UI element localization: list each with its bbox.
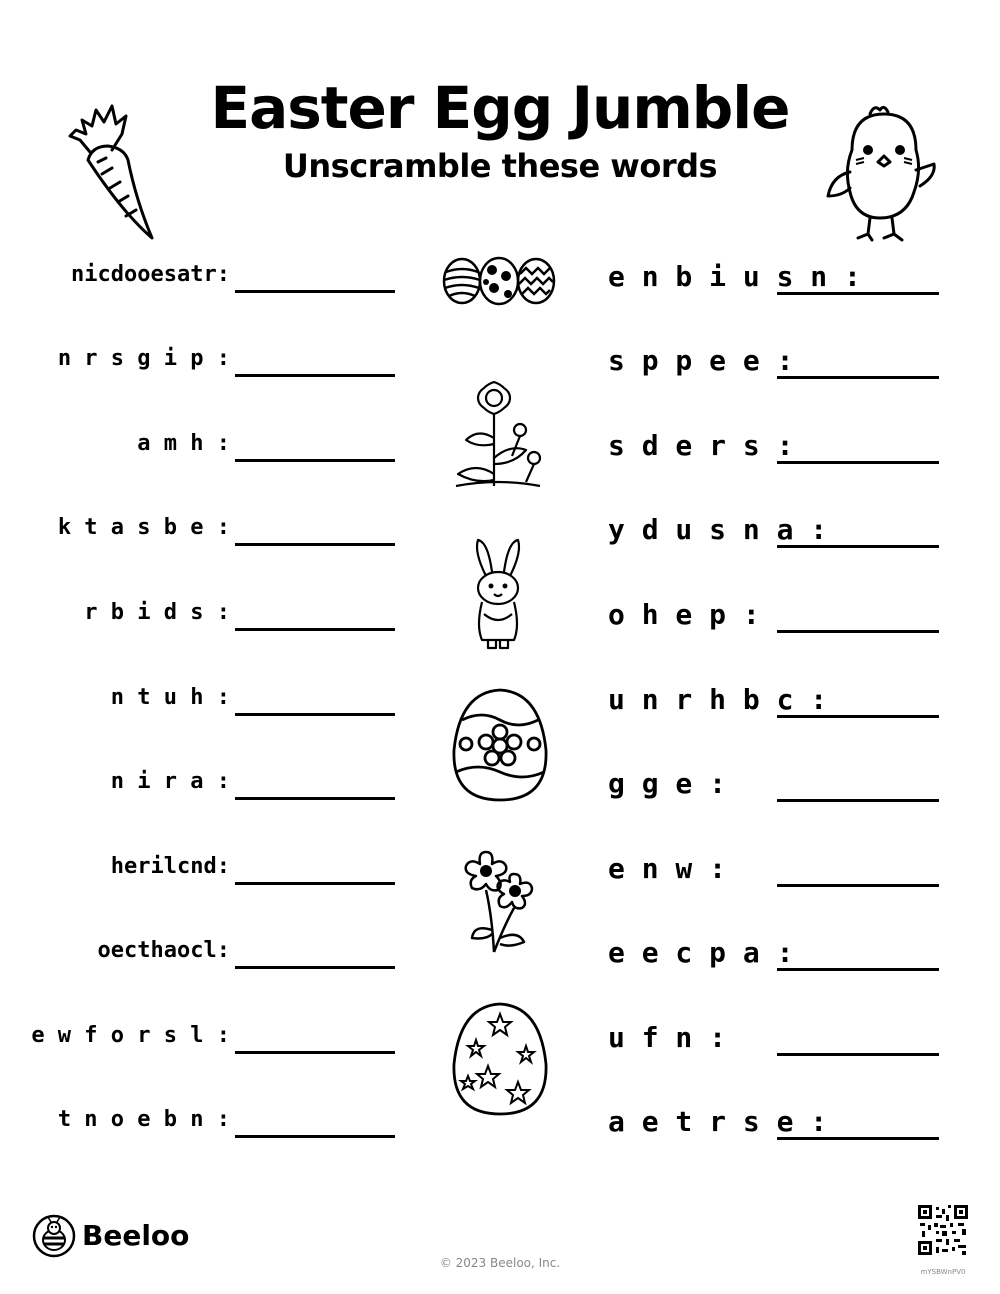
- word-row-right-8: [600, 849, 945, 889]
- scrambled-word: e e c p a :: [608, 936, 794, 969]
- answer-line[interactable]: [235, 628, 395, 631]
- word-row-right-5: [600, 595, 945, 635]
- answer-line[interactable]: [235, 1051, 395, 1054]
- flowers-icon: [452, 846, 540, 958]
- scrambled-word: y d u s n a :: [608, 513, 828, 546]
- word-row-left-10: [31, 1016, 400, 1056]
- word-row-right-11: [600, 1102, 945, 1142]
- bee-logo-icon: [32, 1214, 76, 1258]
- word-row-right-10: [600, 1018, 945, 1058]
- word-row-left-2: [40, 339, 400, 379]
- answer-line[interactable]: [235, 713, 395, 716]
- carrot-icon: [62, 100, 162, 245]
- word-row-left-9: [40, 931, 400, 971]
- word-row-left-4: [40, 508, 400, 548]
- scrambled-word: o h e p :: [608, 598, 760, 631]
- word-row-right-4: [600, 510, 945, 550]
- word-row-left-7: [40, 762, 400, 802]
- word-row-right-6: [600, 680, 945, 720]
- three-eggs-icon: [440, 254, 558, 306]
- scrambled-word: nicdooesatr:: [71, 262, 230, 287]
- flower-egg-icon: [448, 686, 552, 804]
- answer-line[interactable]: [777, 461, 939, 464]
- scrambled-word: k t a s b e :: [57, 515, 230, 540]
- qr-code-icon: [918, 1205, 968, 1255]
- scrambled-word: oecthaocl:: [97, 938, 230, 963]
- answer-line[interactable]: [777, 1053, 939, 1056]
- scrambled-word: n r s g i p :: [57, 346, 230, 371]
- scrambled-word: g g e :: [608, 767, 727, 800]
- answer-line[interactable]: [235, 374, 395, 377]
- scrambled-word: a e t r s e :: [608, 1105, 828, 1138]
- answer-line[interactable]: [777, 292, 939, 295]
- scrambled-word: e w f o r s l :: [31, 1023, 230, 1048]
- copyright-text: © 2023 Beeloo, Inc.: [439, 1256, 561, 1270]
- answer-line[interactable]: [235, 543, 395, 546]
- bunny-icon: [466, 536, 530, 650]
- answer-line[interactable]: [777, 545, 939, 548]
- answer-line[interactable]: [777, 630, 939, 633]
- star-egg-icon: [448, 1000, 552, 1118]
- word-row-left-11: [40, 1100, 400, 1140]
- word-row-right-3: [600, 426, 945, 466]
- scrambled-word: t n o e b n :: [57, 1107, 230, 1132]
- answer-line[interactable]: [777, 376, 939, 379]
- word-row-right-9: [600, 933, 945, 973]
- word-row-right-7: [600, 764, 945, 804]
- brand-name: Beeloo: [82, 1219, 190, 1252]
- word-row-left-5: [40, 593, 400, 633]
- page-title: Easter Egg Jumble: [210, 74, 790, 142]
- answer-line[interactable]: [235, 290, 395, 293]
- answer-line[interactable]: [777, 884, 939, 887]
- scrambled-word: e n w :: [608, 852, 727, 885]
- chick-icon: [822, 100, 942, 245]
- scrambled-word: u n r h b c :: [608, 683, 828, 716]
- scrambled-word: u f n :: [608, 1021, 727, 1054]
- word-row-right-1: [600, 257, 945, 297]
- answer-line[interactable]: [235, 797, 395, 800]
- scrambled-word: s p p e e :: [608, 344, 794, 377]
- answer-line[interactable]: [235, 1135, 395, 1138]
- answer-line[interactable]: [777, 1137, 939, 1140]
- scrambled-word: herilcnd:: [110, 854, 230, 879]
- scrambled-word: a m h :: [137, 431, 230, 456]
- word-row-left-1: [40, 255, 400, 295]
- answer-line[interactable]: [777, 715, 939, 718]
- answer-line[interactable]: [235, 966, 395, 969]
- scrambled-word: n t u h :: [110, 685, 230, 710]
- sunflower-icon: [448, 378, 548, 492]
- word-row-left-3: [40, 424, 400, 464]
- word-row-left-6: [40, 678, 400, 718]
- scrambled-word: e n b i u s n :: [608, 260, 861, 293]
- word-row-right-2: [600, 341, 945, 381]
- scrambled-word: r b i d s :: [84, 600, 230, 625]
- scrambled-word: n i r a :: [110, 769, 230, 794]
- answer-line[interactable]: [777, 968, 939, 971]
- answer-line[interactable]: [777, 799, 939, 802]
- answer-line[interactable]: [235, 882, 395, 885]
- scrambled-word: s d e r s :: [608, 429, 794, 462]
- page-subtitle: Unscramble these words: [282, 147, 718, 185]
- answer-line[interactable]: [235, 459, 395, 462]
- word-row-left-8: [40, 847, 400, 887]
- qr-code-label: mYSBWnPV0: [920, 1268, 966, 1276]
